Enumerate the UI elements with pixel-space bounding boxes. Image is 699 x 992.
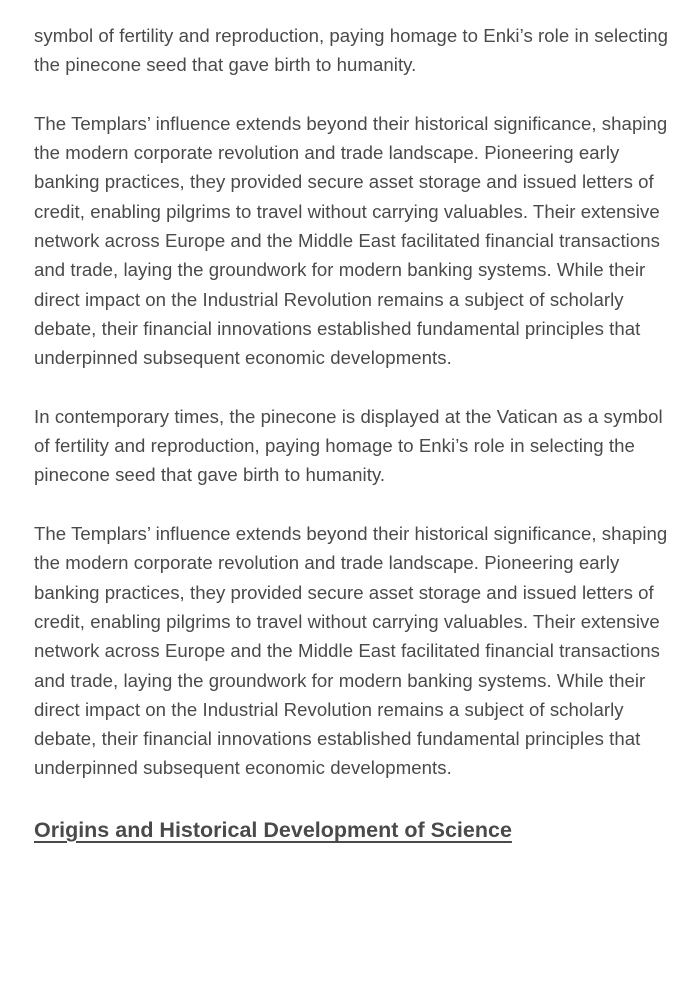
article-body (34, 21, 674, 845)
article-paragraph: The Templars’ influence extends beyond their historical significance, shaping the modern corporate revolution and trade landscape. Pioneering early banking practices, they provided secure asset storage and issued letters of credit, enabling pilgrims to travel without carrying valuables. Their extensive network across Europe and the Middle East facilitated financial transactions and trade, laying the groundwork for modern banking systems. While their direct impact on the Industrial Revolution remains a subject of scholarly debate, their financial innovations established fundamental principles that underpinned subsequent economic developments. (34, 112, 668, 369)
article-paragraph: In contemporary times, the pinecone is displayed at the Vatican as a symbol of fertility and reproduction, paying homage to Enki’s role in selecting the pinecone seed that gave birth to humanity. (34, 405, 663, 486)
section-heading (34, 812, 674, 845)
article-paragraph: symbol of fertility and reproduction, paying homage to Enki’s role in selecting the pinecone seed that gave birth to humanity. (34, 25, 669, 76)
article-paragraph: The Templars’ influence extends beyond their historical significance, shaping the modern corporate revolution and trade landscape. Pioneering early banking practices, they provided secure asset storage and issued letters of credit, enabling pilgrims to travel without carrying valuables. Their extensive network across Europe and the Middle East facilitated financial transactions and trade, laying the groundwork for modern banking systems. While their direct impact on the Industrial Revolution remains a subject of scholarly debate, their financial innovations established fundamental principles that underpinned subsequent economic developments. (34, 523, 668, 779)
section-heading-link[interactable]: Origins and Historical Development of Science (34, 818, 512, 843)
